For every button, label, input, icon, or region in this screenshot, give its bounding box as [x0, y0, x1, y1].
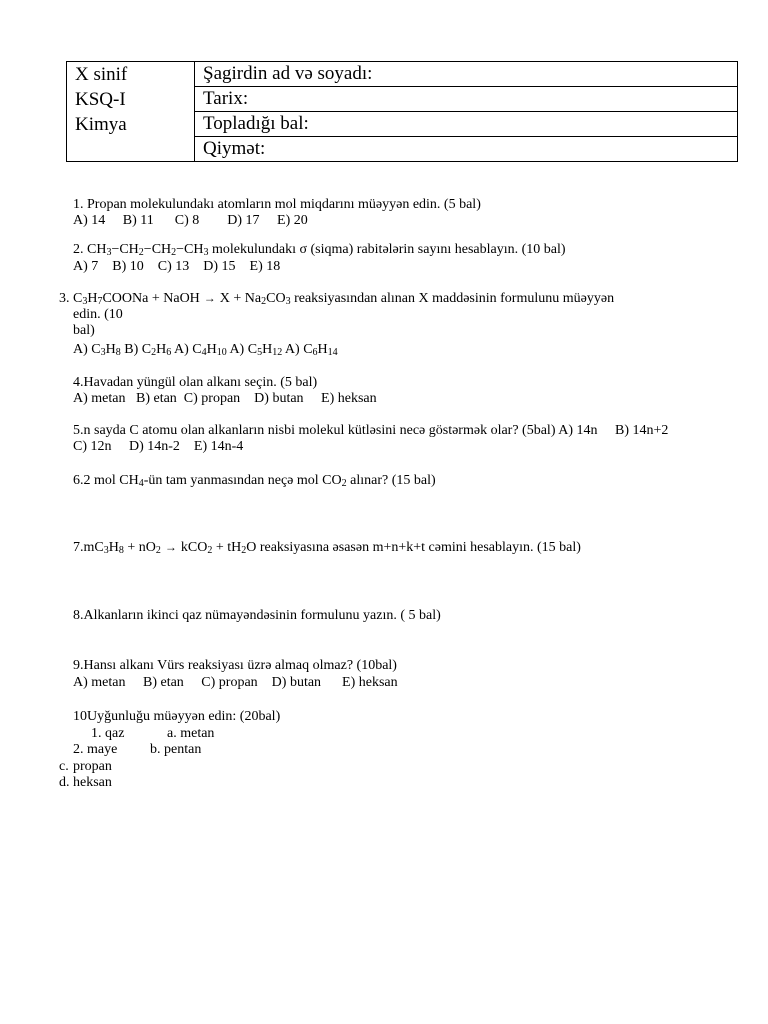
question-9-text: 9.Hansı alkanı Vürs reaksiyası üzrə almaq olmaz? (10bal): [73, 658, 397, 673]
question-5-options: C) 12n D) 14n-2 E) 14n-4: [73, 439, 244, 454]
option: A) $C_4H_{10}$: [173, 342, 227, 358]
option: A) $C_6H_{14}$: [284, 342, 338, 358]
match-right-item: b. pentan: [150, 742, 202, 757]
question-8-text: 8.Alkanların ikinci qaz nümayəndəsinin formulunu yazın. ( 5 bal): [73, 608, 441, 623]
match-right-item: a. metan: [167, 726, 215, 741]
question-2-options: A) 7 B) 10 C) 13 D) 15 E) 18: [73, 259, 281, 274]
header-table: [66, 61, 738, 162]
match-left-item: 1. qaz: [91, 726, 125, 741]
question-3-text-line-3: bal): [73, 323, 95, 338]
match-item-label: d.: [59, 775, 70, 790]
class-label: X sinif: [75, 64, 128, 85]
question-2-text: 2. $CH_3-CH_2-CH_2-CH_3$ molekulundakı σ (siqma) rabitələrin sayını hesablayın. (10 bal): [73, 242, 566, 258]
exam-label: KSQ-I: [75, 89, 126, 110]
student-name-field: Şagirdin ad və soyadı:: [195, 62, 738, 87]
question-10-text: 10Uyğunluğu müəyyən edin: (20bal): [73, 709, 281, 724]
option: B) $C_2H_6$: [124, 342, 172, 358]
question-1-options: A) 14 B) 11 C) 8 D) 17 E) 20: [73, 213, 308, 228]
subject-label: Kimya: [75, 114, 127, 135]
question-9-options: A) metan B) etan C) propan D) butan E) heksan: [73, 675, 398, 690]
question-3-number: 3.: [59, 291, 70, 306]
match-left-item: 2. maye: [73, 742, 118, 757]
question-3-text-line-2: edin. (10: [73, 307, 123, 322]
question-4-options: A) metan B) etan C) propan D) butan E) heksan: [73, 391, 377, 406]
class-info-cell: [67, 62, 195, 162]
question-4-text: 4.Havadan yüngül olan alkanı seçin. (5 bal): [73, 375, 318, 390]
grade-field: Qiymət:: [195, 137, 738, 162]
question-6-text: 6.2 mol $CH_4-ün$ tam yanmasından neçə mol $CO_2$ alınar? (15 bal): [73, 473, 436, 489]
match-item-value: heksan: [73, 775, 112, 790]
question-7-text: $7.mC_3H_8 + nO_2 \to kCO_2 + tH_2O$ reaksiyasına əsasən m+n+k+t cəmini hesablayın. (15 bal): [73, 540, 581, 556]
reaction-arrow: →: [203, 291, 216, 305]
match-item-value: propan: [73, 759, 112, 774]
option: A) $C_5H_{12}$: [229, 342, 283, 358]
question-1-text: 1. Propan molekulundakı atomların mol miqdarını müəyyən edin. (5 bal): [73, 197, 481, 212]
match-item-label: c.: [59, 759, 69, 774]
question-5-text: 5.n sayda C atomu olan alkanların nisbi molekul kütləsini necə göstərmək olar? (5bal) A) 14n B) 14n+2: [73, 423, 669, 438]
score-field: Topladığı bal:: [195, 112, 738, 137]
date-field: Tarix:: [195, 87, 738, 112]
reaction-arrow: →: [164, 540, 177, 554]
question-3-text: $C_3H_7COONa$ + NaOH → $X + Na_2CO_3$ reaksiyasından alınan X maddəsinin formulunu müəyyən: [73, 291, 615, 307]
option: A) $C_3H_8$: [73, 342, 121, 358]
question-3-options: [73, 341, 338, 358]
